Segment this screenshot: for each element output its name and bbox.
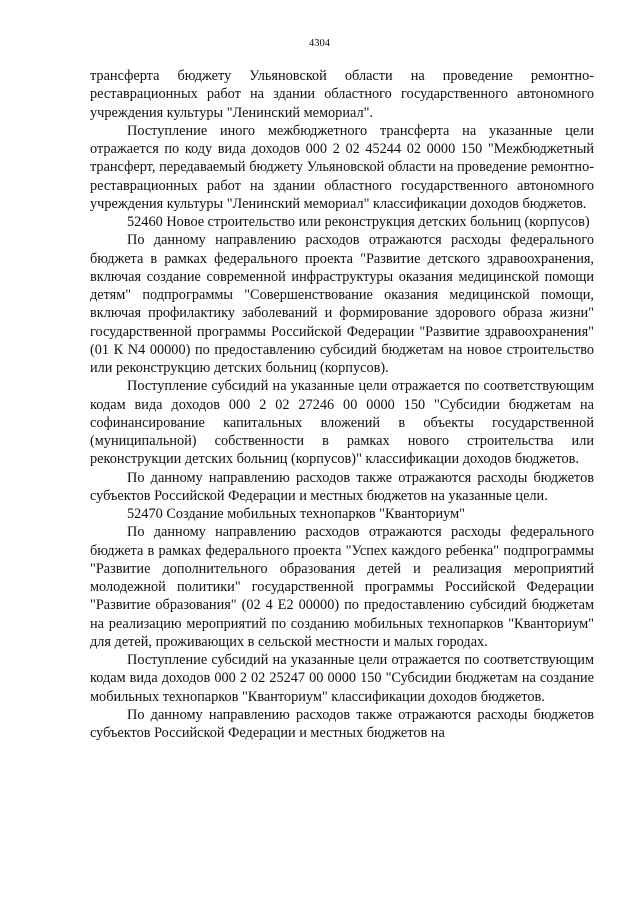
paragraph: Поступление субсидий на указанные цели отражается по соответствующим кодам вида доходов 000 2 02 25247 00 0000 150 "Субсидии бюджетам на создание мобильных технопарков "Кванториум" классификации доходов бюджетов.: [90, 652, 594, 705]
document-body: [90, 67, 594, 742]
paragraph: По данному направлению расходов также отражаются расходы бюджетов субъектов Российской Федерации и местных бюджетов на указанные цели.: [90, 469, 594, 504]
paragraph: Поступление иного межбюджетного трансферта на указанные цели отражается по коду вида доходов 000 2 02 45244 02 0000 150 "Межбюджетный трансферт, передаваемый бюджету Ульяновской области на проведение ремонтно-реставрационных работ на здании областного государственного автономного учреждения культуры "Ленинский мемориал" классификации доходов бюджетов.: [90, 122, 594, 212]
page-number: 4304: [309, 38, 330, 49]
paragraph: По данному направлению расходов также отражаются расходы бюджетов субъектов Российской Федерации и местных бюджетов на: [90, 706, 594, 741]
section-heading: 52470 Создание мобильных технопарков "Кванториум": [127, 506, 465, 522]
section-heading: 52460 Новое строительство или реконструкция детских больниц (корпусов): [127, 214, 590, 230]
paragraph: По данному направлению расходов отражаются расходы федерального бюджета в рамках федерального проекта "Успех каждого ребенка" подпрограммы "Развитие дополнительного образования детей и реализация мероприятий молодежной политики" государственной программы Российской Федерации "Развитие образования" (02 4 E2 00000) по предоставлению субсидий бюджетам на реализацию мероприятий по созданию мобильных технопарков "Кванториум" для детей, проживающих в сельской местности и малых городах.: [90, 524, 594, 650]
paragraph: трансферта бюджету Ульяновской области на проведение ремонтно-реставрационных работ на здании областного государственного автономного учреждения культуры "Ленинский мемориал".: [90, 68, 594, 121]
paragraph: Поступление субсидий на указанные цели отражается по соответствующим кодам вида доходов 000 2 02 27246 00 0000 150 "Субсидии бюджетам на софинансирование капитальных вложений в объекты государственной (муниципальной) собственности в рамках нового строительства или реконструкции детских больниц (корпусов)" классификации доходов бюджетов.: [90, 378, 594, 468]
paragraph: По данному направлению расходов отражаются расходы федерального бюджета в рамках федерального проекта "Развитие детского здравоохранения, включая создание современной инфраструктуры оказания медицинской помощи детям" подпрограммы "Совершенствование оказания медицинской помощи, включая профилактику заболеваний и формирование здорового образа жизни" государственной программы Российской Федерации "Развитие здравоохранения" (01 К N4 00000) по предоставлению субсидий бюджетам на новое строительство или реконструкцию детских больниц (корпусов).: [90, 232, 594, 376]
